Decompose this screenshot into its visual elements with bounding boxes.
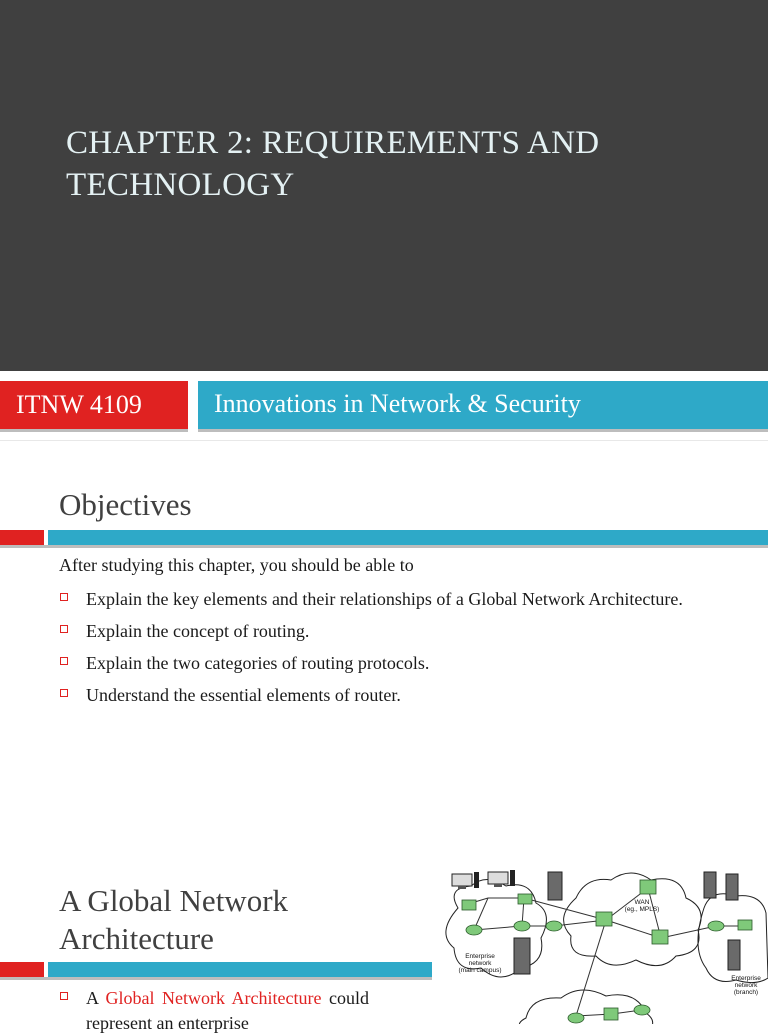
router-icon	[596, 912, 612, 926]
heading-rule-red	[0, 530, 44, 545]
enterprise-main-label-2: network	[468, 960, 492, 967]
objectives-slide	[0, 440, 768, 807]
gna-rule-red	[0, 962, 44, 977]
gna-heading-line1: A Global Network	[59, 883, 289, 918]
gna-bullet-rest: could represent an enterprise	[86, 988, 369, 1033]
router-icon	[604, 1008, 618, 1020]
heading-rule-shadow	[0, 545, 768, 548]
course-name-banner	[198, 381, 768, 432]
router-icon	[546, 921, 562, 931]
square-bullet-icon	[60, 689, 68, 697]
gna-rule-blue	[48, 962, 432, 977]
objective-item	[59, 619, 729, 644]
square-bullet-icon	[60, 625, 68, 633]
objective-item	[59, 683, 729, 708]
gna-rule-shadow	[0, 977, 432, 980]
enterprise-main-label: Enterprise	[465, 953, 495, 960]
pc-icon	[488, 870, 515, 887]
router-icon	[640, 880, 656, 894]
square-bullet-icon	[60, 657, 68, 665]
router-icon	[708, 921, 724, 931]
router-icon	[514, 921, 530, 931]
gna-heading-line2: Architecture	[59, 921, 214, 956]
gna-slide	[0, 860, 768, 1033]
enterprise-branch-label-2: network	[734, 982, 758, 989]
wan-cloud	[564, 873, 702, 966]
objective-text: Explain the two categories of routing protocols.	[86, 653, 430, 673]
router-icon	[652, 930, 668, 944]
square-bullet-icon	[60, 593, 68, 601]
wan-label: WAN	[634, 899, 650, 906]
enterprise-branch-label-3: (branch)	[733, 989, 759, 996]
server-rack-icon	[548, 872, 562, 900]
enterprise-branch-label: Enterprise	[731, 975, 761, 982]
enterprise-cloud-bottom	[519, 990, 652, 1024]
course-code-badge	[0, 381, 188, 432]
objective-text: Explain the concept of routing.	[86, 621, 310, 641]
network-diagram	[436, 868, 768, 1024]
title-slide	[0, 0, 768, 434]
wan-sub-label: (eg., MPLS)	[624, 906, 660, 913]
course-code: ITNW 4109	[16, 390, 142, 419]
objective-item	[59, 651, 729, 676]
router-icon	[466, 925, 482, 935]
switch-icon	[738, 920, 752, 930]
router-icon	[634, 1005, 650, 1015]
course-name: Innovations in Network & Security	[214, 389, 581, 418]
switch-icon	[462, 900, 476, 910]
gna-bullet	[59, 986, 369, 1036]
server-rack-icon	[704, 872, 738, 900]
heading-rule-blue	[48, 530, 768, 545]
router-icon	[568, 1013, 584, 1023]
gna-bullet-prefix: A	[86, 988, 99, 1008]
objectives-heading: Objectives	[59, 487, 192, 522]
enterprise-main-label-3: (main campus)	[458, 967, 502, 974]
objectives-list	[59, 587, 729, 715]
objective-text: Explain the key elements and their relationships of a Global Network Architecture.	[86, 589, 683, 609]
chapter-title: CHAPTER 2: REQUIREMENTS AND TECHNOLOGY	[66, 125, 600, 203]
gna-heading	[59, 882, 359, 958]
title-panel	[0, 0, 768, 371]
objective-text: Understand the essential elements of router.	[86, 685, 401, 705]
pc-icon	[452, 872, 479, 889]
router-icons	[462, 880, 752, 1023]
gna-bullet-highlight: Global Network Architecture	[105, 988, 322, 1008]
objectives-intro: After studying this chapter, you should be able to	[59, 555, 414, 575]
switch-icon	[518, 894, 532, 904]
objective-item	[59, 587, 729, 612]
square-bullet-icon	[60, 992, 68, 1000]
